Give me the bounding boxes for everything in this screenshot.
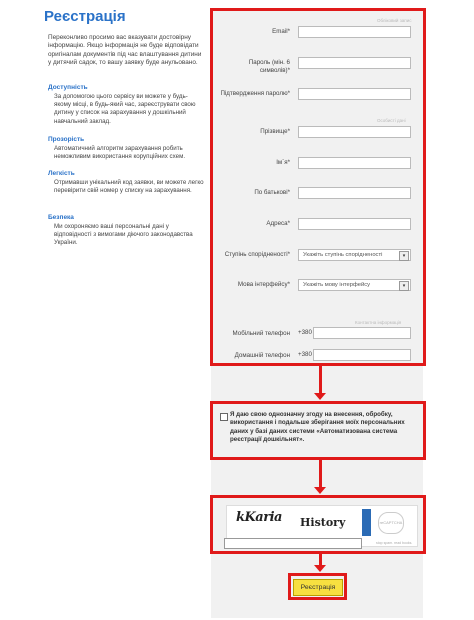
captcha-word-1: kKaria <box>236 510 282 525</box>
recaptcha-icon: reCAPTCHA <box>378 512 404 534</box>
chevron-down-icon[interactable]: ▾ <box>399 251 409 261</box>
kinship-select-value: Укажіть ступінь спорідненості <box>303 252 383 258</box>
language-label: Мова інтерфейсу* <box>237 281 290 288</box>
captcha-controls[interactable] <box>362 509 371 536</box>
section-heading-security: Безпека <box>48 214 74 221</box>
patronymic-label: По батькові* <box>254 189 290 196</box>
home-phone-label: Домашній телефон <box>234 352 290 359</box>
address-label: Адреса* <box>266 220 290 227</box>
arrow-line-2 <box>319 460 322 488</box>
language-select-value: Укажіть мову інтерфейсу <box>303 282 370 288</box>
email-field[interactable] <box>298 26 411 38</box>
arrow-down-icon <box>314 565 326 572</box>
section-text-accessibility: За допомогою цього сервісу ви можете у будь-якому місці, в будь-який час, зареєструвати свою дитину у список на зарахування у дошкільний навчальний заклад. <box>54 93 196 125</box>
password-confirm-label: Підтвердження паролю* <box>220 90 290 97</box>
mobile-phone-prefix: +380 <box>298 329 312 336</box>
hint-account: Обліковий запис <box>377 18 412 23</box>
home-phone-prefix: +380 <box>298 351 312 358</box>
captcha-footer: stop spam. read books. <box>376 541 413 545</box>
kinship-select[interactable] <box>298 249 411 261</box>
kinship-label: Ступінь спорідненості* <box>224 251 290 258</box>
chevron-down-icon[interactable]: ▾ <box>399 281 409 291</box>
arrow-down-icon <box>314 487 326 494</box>
home-phone-field[interactable] <box>313 349 411 361</box>
password-confirm-field[interactable] <box>298 88 411 100</box>
name-label: Ім`я* <box>276 159 290 166</box>
intro-text: Переконливо просимо вас вказувати достовірну інформацію. Якщо інформація не буде відповідати оригіналам документів під час влаштування дитини у дитячий садок, то вашу заявку буде анульовано. <box>48 34 202 66</box>
address-field[interactable] <box>298 218 411 230</box>
surname-field[interactable] <box>298 126 411 138</box>
password-field[interactable] <box>298 57 411 69</box>
register-button[interactable]: Реєстрація <box>293 579 343 596</box>
mobile-phone-field[interactable] <box>313 327 411 339</box>
section-text-ease: Отримавши унікальний код заявки, ви можете легко перевірити свій номер у списку на зарахування. <box>54 179 204 195</box>
section-heading-ease: Легкість <box>48 170 75 177</box>
arrow-line-1 <box>319 366 322 394</box>
consent-checkbox[interactable] <box>220 413 228 421</box>
patronymic-field[interactable] <box>298 187 411 199</box>
section-text-security: Ми охороняємо ваші персональні дані у відповідності з вимогами діючого законодавства України. <box>54 223 193 247</box>
section-heading-accessibility: Доступність <box>48 84 88 91</box>
language-select[interactable] <box>298 279 411 291</box>
section-text-transparency: Автоматичний алгоритм зарахування робить неможливим використання корупційних схем. <box>54 145 186 161</box>
consent-text: Я даю свою однозначну згоду на внесення, обробку, використання і подальше зберігання моїх персональних даних у базі даних системи «Автоматизована система реєстрації дошкільнят». <box>230 411 405 443</box>
captcha-word-2: History <box>300 516 346 529</box>
surname-label: Прізвище* <box>260 128 290 135</box>
section-heading-transparency: Прозорість <box>48 136 85 143</box>
hint-contact: Контактна інформація <box>355 320 402 325</box>
hint-personal: Особисті дані <box>377 118 406 123</box>
name-field[interactable] <box>298 157 411 169</box>
captcha-input[interactable] <box>224 538 362 549</box>
password-label: Пароль (мін. 6 символів)* <box>248 59 290 74</box>
page-title: Реєстрація <box>44 8 126 25</box>
email-label: Email* <box>272 28 290 35</box>
arrow-down-icon <box>314 393 326 400</box>
mobile-phone-label: Мобільний телефон <box>232 330 290 337</box>
